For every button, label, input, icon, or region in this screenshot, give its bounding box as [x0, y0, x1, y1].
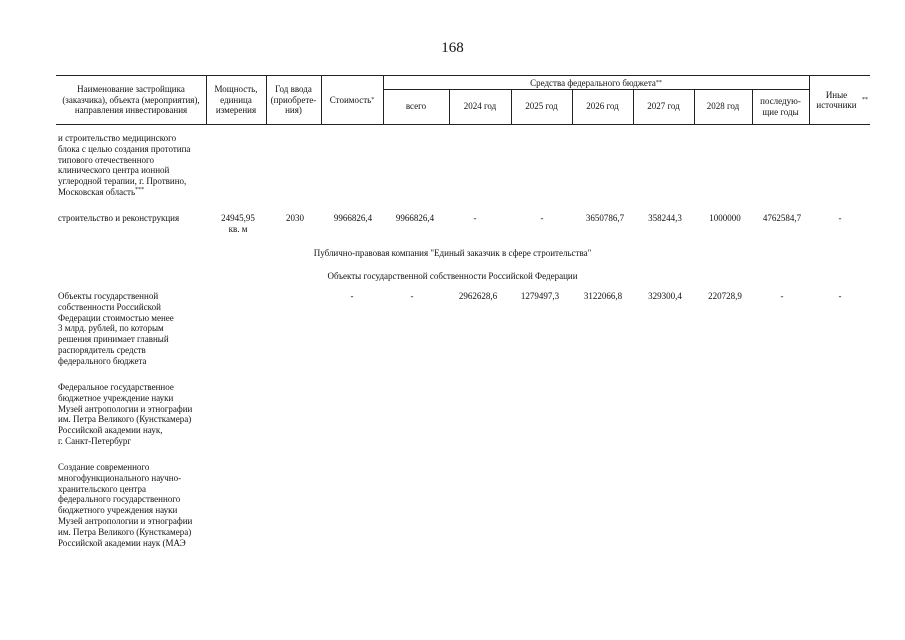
organization-description: Федеральное государственное бюджетное учреждение науки Музей антропологии и этнографии им. Петра Великого (Кунсткамера) Российской академии наук, г. Санкт-Петербург — [58, 382, 193, 446]
header-col-2026: 2026 год — [586, 101, 619, 112]
row-2028: 220728,9 — [708, 291, 742, 301]
row-2024: 2962628,6 — [458, 291, 498, 301]
header-col-2028: 2028 год — [706, 101, 740, 112]
header-col-later: последую-щие годы — [760, 96, 801, 117]
row-later: - — [780, 291, 784, 301]
row-2025: 1279497,3 — [520, 291, 560, 301]
header-col-2027: 2027 год — [647, 101, 680, 112]
page-number: 168 — [441, 40, 464, 56]
row-name: Объекты государственной собственности Российской Федерации стоимостью менее 3 млрд. рублей, по которым решения принимает главный распорядитель средств федерального бюджета — [58, 291, 174, 366]
header-col-2025: 2025 год — [525, 101, 558, 112]
header-col-name: Наименование застройщика (заказчика), объекта (мероприятия), направления инвестирования — [62, 84, 200, 116]
row-other: - — [838, 213, 842, 223]
row-2027: 329300,4 — [648, 291, 682, 301]
row-name: строительство и реконструкция — [58, 213, 180, 223]
row-year: 2030 — [286, 213, 304, 223]
object-description: и строительство медицинского блока с целью создания прототипа типового отечественного клинического центра ионной углеродной терапии, г. Протвино, Московская область*** — [58, 133, 191, 197]
row-later: 4762584,7 — [762, 213, 802, 223]
header-fed-budget: Средства федерального бюджета ** — [530, 77, 662, 88]
header-col-other: Иные источники ** — [816, 89, 868, 110]
header-col-capacity: Мощность, единица измерения — [214, 84, 258, 116]
row-2025: - — [540, 213, 544, 223]
row-capacity: 24945,95 кв. м — [221, 213, 255, 234]
header-col-total: всего — [405, 101, 427, 112]
row-total: - — [410, 291, 414, 301]
row-total: 9966826,4 — [395, 213, 435, 223]
object-description: Создание современного многофункционального научно- хранительского центра федерального государственного бюджетного учреждения науки Музей антропологии и этнографии им. Петра Великого (Кунсткамера) Российской академии наук (МАЭ — [58, 462, 193, 548]
section-heading-company: Публично-правовая компания "Единый заказчик в сфере строительства" — [313, 248, 592, 258]
header-col-year: Год ввода (приобрете-ния) — [270, 84, 317, 116]
row-2026: 3122066,8 — [583, 291, 623, 301]
table-header — [56, 75, 870, 125]
header-col-2024: 2024 год — [463, 101, 497, 112]
row-cost: - — [350, 291, 354, 301]
section-heading-federal: Объекты государственной собственности Российской Федерации — [327, 271, 578, 281]
row-2026: 3650786,7 — [585, 213, 625, 223]
row-cost: 9966826,4 — [333, 213, 373, 223]
row-other: - — [838, 291, 842, 301]
row-2024: - — [473, 213, 477, 223]
row-2027: 358244,3 — [648, 213, 682, 223]
row-2028: 1000000 — [709, 213, 741, 223]
header-col-cost: Стоимость * — [329, 94, 375, 105]
